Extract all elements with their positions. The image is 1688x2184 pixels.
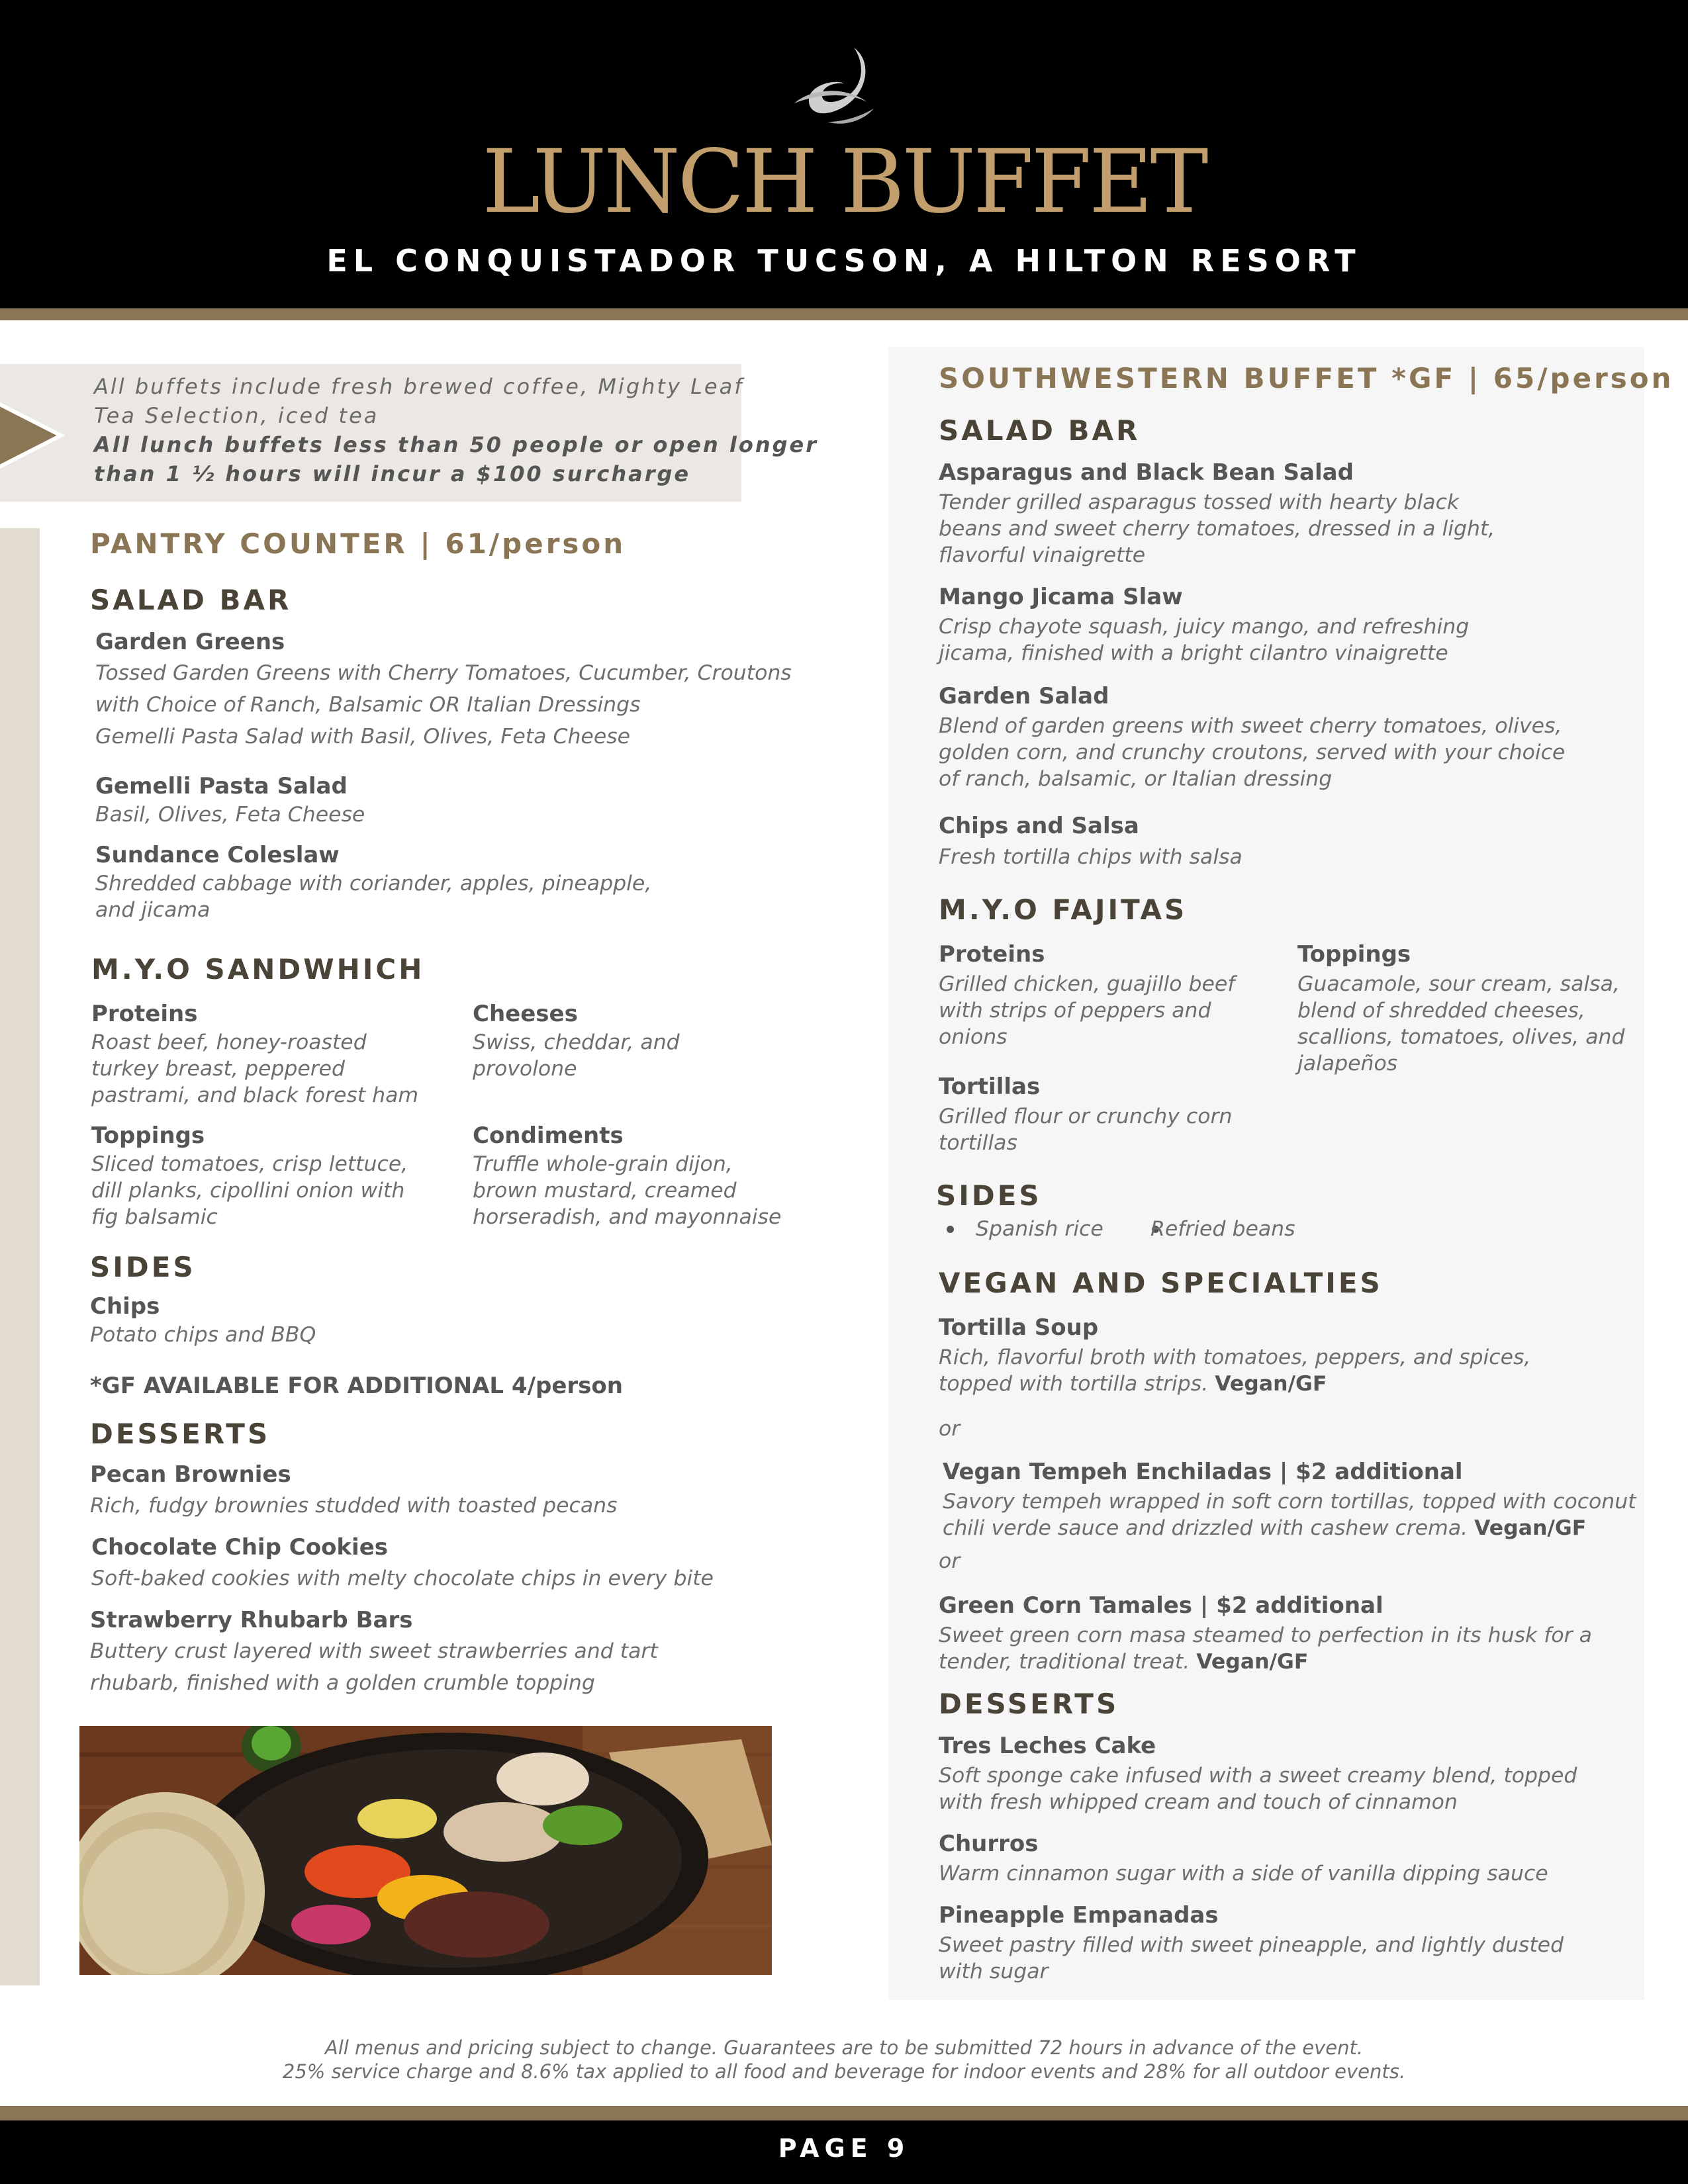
sandwich-toppings-desc-2: dill planks, cipollini onion with — [91, 1179, 405, 1203]
gemelli-desc: Basil, Olives, Feta Cheese — [95, 803, 365, 827]
sw-salad-bar-heading: SALAD BAR — [939, 414, 1141, 447]
bars-desc-2: rhubarb, finished with a golden crumble topping — [90, 1671, 595, 1695]
southwestern-title: SOUTHWESTERN BUFFET *GF | 65/person — [939, 362, 1674, 394]
tamales-desc-2: tender, traditional treat. Vegan/GF — [939, 1650, 1309, 1674]
tamales-name: Green Corn Tamales | $2 additional — [939, 1592, 1383, 1619]
brownies-name: Pecan Brownies — [90, 1461, 291, 1488]
bullet-dot-icon — [947, 1226, 954, 1233]
sandwich-condiments-desc-3: horseradish, and mayonnaise — [473, 1205, 782, 1229]
chips-name: Chips — [90, 1293, 160, 1320]
tortilla-soup-desc-2: topped with tortilla strips. Vegan/GF — [939, 1372, 1327, 1396]
bars-desc-1: Buttery crust layered with sweet strawberries and tart — [90, 1639, 658, 1663]
fajita-proteins-desc-2: with strips of peppers and — [939, 999, 1211, 1023]
garden-salad-name: Garden Salad — [939, 683, 1109, 709]
asparagus-desc-1: Tender grilled asparagus tossed with hearty black — [939, 490, 1460, 514]
sw-sides-heading: SIDES — [936, 1179, 1042, 1212]
garden-greens-desc-3: Gemelli Pasta Salad with Basil, Olives, Feta Cheese — [95, 725, 630, 749]
coleslaw-name: Sundance Coleslaw — [95, 842, 340, 868]
enchiladas-desc-1: Savory tempeh wrapped in soft corn tortillas, topped with coconut — [943, 1490, 1636, 1514]
page-title: LUNCH BUFFET — [482, 131, 1206, 233]
header-banner — [0, 0, 1688, 308]
coleslaw-desc-1: Shredded cabbage with coriander, apples, pineapple, — [95, 872, 652, 895]
sandwich-toppings-desc-1: Sliced tomatoes, crisp lettuce, — [91, 1152, 408, 1176]
vegan-gf-tag: Vegan/GF — [1215, 1372, 1327, 1396]
fajita-toppings-desc-1: Guacamole, sour cream, salsa, — [1297, 972, 1620, 996]
bars-name: Strawberry Rhubarb Bars — [90, 1607, 413, 1633]
chips-salsa-desc: Fresh tortilla chips with salsa — [939, 845, 1243, 869]
sandwich-proteins-desc-1: Roast beef, honey-roasted — [91, 1030, 367, 1054]
fajita-photo — [79, 1726, 772, 1975]
enchiladas-desc-2: chili verde sauce and drizzled with cashew crema. Vegan/GF — [943, 1516, 1587, 1540]
fajita-proteins-desc-3: onions — [939, 1025, 1008, 1049]
gemelli-name: Gemelli Pasta Salad — [95, 773, 348, 799]
asparagus-name: Asparagus and Black Bean Salad — [939, 459, 1354, 486]
left-accent-rail — [0, 528, 40, 1985]
coleslaw-desc-2: and jicama — [95, 898, 211, 922]
churros-name: Churros — [939, 1831, 1039, 1857]
sandwich-cheeses-desc-1: Swiss, cheddar, and — [473, 1030, 680, 1054]
page-number: PAGE 9 — [778, 2134, 910, 2163]
empanadas-name: Pineapple Empanadas — [939, 1902, 1219, 1929]
vegan-gf-tag: Vegan/GF — [1196, 1650, 1309, 1674]
fajita-toppings-desc-3: scallions, tomatoes, olives, and — [1297, 1025, 1625, 1049]
sandwich-proteins-name: Proteins — [91, 1001, 198, 1027]
fajita-proteins-desc-1: Grilled chicken, guajillo beef — [939, 972, 1235, 996]
info-line-1: All buffets include fresh brewed coffee, Mighty Leaf — [94, 374, 744, 399]
tamales-desc-1: Sweet green corn masa steamed to perfection in its husk for a — [939, 1623, 1592, 1647]
sandwich-condiments-desc-2: brown mustard, creamed — [473, 1179, 737, 1203]
garden-greens-name: Garden Greens — [95, 629, 285, 655]
info-line-4: than 1 ½ hours will incur a $100 surcharge — [94, 461, 691, 486]
fajita-toppings-desc-4: jalapeños — [1297, 1052, 1398, 1075]
side-item-spanish-rice: Spanish rice — [976, 1217, 1103, 1241]
asparagus-desc-3: flavorful vinaigrette — [939, 543, 1146, 567]
asparagus-desc-2: beans and sweet cherry tomatoes, dressed in a light, — [939, 517, 1495, 541]
sandwich-condiments-desc-1: Truffle whole-grain dijon, — [473, 1152, 733, 1176]
pantry-counter-title: PANTRY COUNTER | 61/person — [90, 527, 626, 560]
sandwich-proteins-desc-2: turkey breast, peppered — [91, 1057, 346, 1081]
footer-divider — [0, 2106, 1688, 2120]
fajitas-heading: M.Y.O FAJITAS — [939, 893, 1188, 926]
sandwich-heading: M.Y.O SANDWHICH — [91, 953, 425, 985]
tortillas-name: Tortillas — [939, 1073, 1041, 1100]
sw-desserts-heading: DESSERTS — [939, 1688, 1119, 1720]
empanadas-desc-2: with sugar — [939, 1960, 1049, 1983]
tortillas-desc-2: tortillas — [939, 1131, 1017, 1155]
pantry-salad-bar-heading: SALAD BAR — [90, 584, 292, 616]
side-item-refried-beans: Refried beans — [1150, 1217, 1295, 1241]
footer-note-1: All menus and pricing subject to change. Guarantees are to be submitted 72 hours in advance of the event. — [324, 2036, 1364, 2059]
tres-leches-desc-1: Soft sponge cake infused with a sweet creamy blend, topped — [939, 1764, 1577, 1788]
sandwich-proteins-desc-3: pastrami, and black forest ham — [91, 1083, 419, 1107]
slaw-desc-2: jicama, finished with a bright cilantro vinaigrette — [939, 641, 1448, 665]
or-separator: or — [939, 1417, 961, 1441]
arrow-icon — [0, 402, 66, 469]
tres-leches-desc-2: with fresh whipped cream and touch of cinnamon — [939, 1790, 1458, 1814]
chips-desc: Potato chips and BBQ — [90, 1323, 316, 1347]
sandwich-toppings-desc-3: fig balsamic — [91, 1205, 218, 1229]
cookies-desc: Soft-baked cookies with melty chocolate chips in every bite — [91, 1567, 714, 1590]
garden-greens-desc-2: with Choice of Ranch, Balsamic OR Italian Dressings — [95, 693, 641, 717]
or-separator: or — [939, 1549, 961, 1573]
sandwich-cheeses-name: Cheeses — [473, 1001, 578, 1027]
cookies-name: Chocolate Chip Cookies — [91, 1534, 388, 1561]
fajita-proteins-name: Proteins — [939, 941, 1045, 968]
info-line-3: All lunch buffets less than 50 people or open longer — [94, 432, 819, 457]
tres-leches-name: Tres Leches Cake — [939, 1733, 1156, 1759]
tortilla-soup-name: Tortilla Soup — [939, 1314, 1099, 1341]
fajita-toppings-desc-2: blend of shredded cheeses, — [1297, 999, 1585, 1023]
header-divider — [0, 308, 1688, 320]
fajita-toppings-name: Toppings — [1297, 941, 1411, 968]
sandwich-toppings-name: Toppings — [91, 1122, 205, 1149]
sandwich-cheeses-desc-2: provolone — [473, 1057, 577, 1081]
footer-note-2: 25% service charge and 8.6% tax applied to all food and beverage for indoor events and 28% for all outdoor events. — [282, 2060, 1406, 2083]
gf-note: *GF AVAILABLE FOR ADDITIONAL 4/person — [90, 1373, 623, 1399]
brownies-desc: Rich, fudgy brownies studded with toasted pecans — [90, 1494, 618, 1518]
pantry-sides-heading: SIDES — [90, 1251, 196, 1283]
tortillas-desc-1: Grilled flour or crunchy corn — [939, 1105, 1233, 1128]
sandwich-condiments-name: Condiments — [473, 1122, 624, 1149]
vegan-heading: VEGAN AND SPECIALTIES — [939, 1267, 1383, 1299]
info-line-2: Tea Selection, iced tea — [94, 403, 379, 428]
hilton-resort-logo-icon — [781, 42, 894, 135]
chips-salsa-name: Chips and Salsa — [939, 813, 1139, 839]
garden-salad-desc-1: Blend of garden greens with sweet cherry tomatoes, olives, — [939, 714, 1562, 738]
resort-name: EL CONQUISTADOR TUCSON, A HILTON RESORT — [326, 243, 1362, 279]
enchiladas-name: Vegan Tempeh Enchiladas | $2 additional — [943, 1459, 1463, 1485]
garden-salad-desc-2: golden corn, and crunchy croutons, served with your choice — [939, 741, 1566, 764]
vegan-gf-tag: Vegan/GF — [1474, 1516, 1587, 1540]
garden-greens-desc-1: Tossed Garden Greens with Cherry Tomatoes, Cucumber, Croutons — [95, 661, 792, 685]
slaw-name: Mango Jicama Slaw — [939, 584, 1183, 610]
slaw-desc-1: Crisp chayote squash, juicy mango, and refreshing — [939, 615, 1470, 639]
churros-desc: Warm cinnamon sugar with a side of vanilla dipping sauce — [939, 1862, 1548, 1886]
empanadas-desc-1: Sweet pastry filled with sweet pineapple, and lightly dusted — [939, 1933, 1564, 1957]
garden-salad-desc-3: of ranch, balsamic, or Italian dressing — [939, 767, 1333, 791]
tortilla-soup-desc-1: Rich, flavorful broth with tomatoes, peppers, and spices, — [939, 1345, 1531, 1369]
pantry-desserts-heading: DESSERTS — [90, 1418, 271, 1450]
